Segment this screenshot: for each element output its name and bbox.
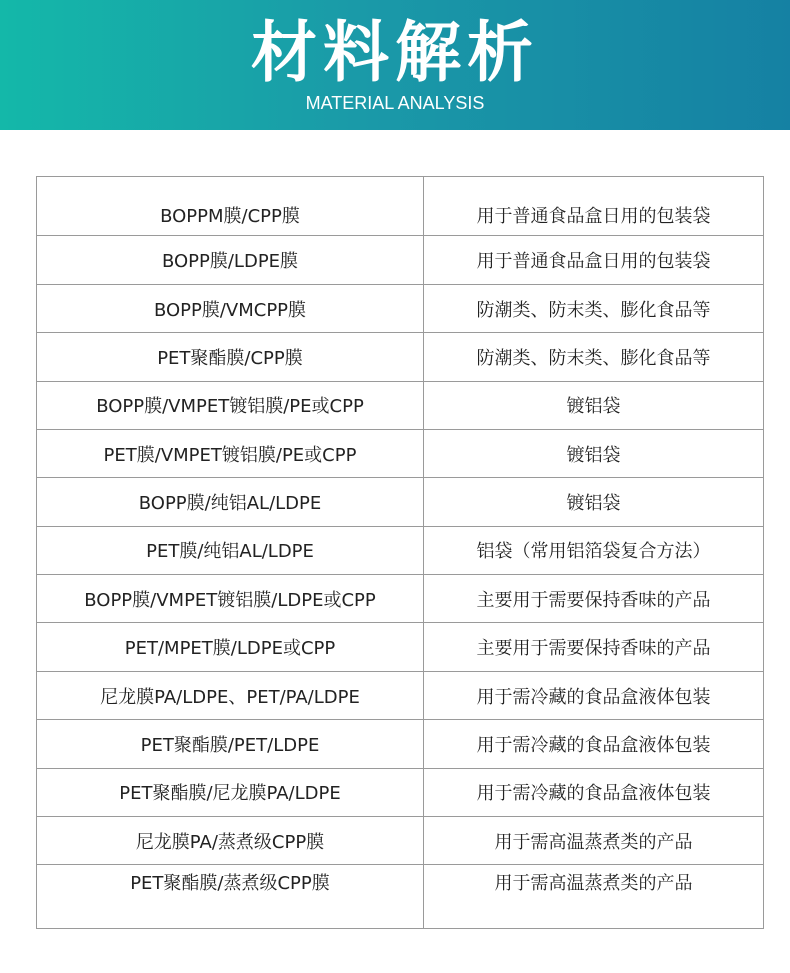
table-row [37, 575, 764, 623]
material-cell: PET聚酯膜/PET/LDPE [37, 720, 424, 768]
page-subtitle: MATERIAL ANALYSIS [305, 93, 485, 113]
usage-cell: 用于普通食品盒日用的包装袋 [424, 236, 764, 284]
material-cell: BOPP膜/纯铝AL/LDPE [37, 478, 424, 526]
table-row [37, 816, 764, 864]
table-row [37, 671, 764, 719]
usage-cell: 铝袋（常用铝箔袋复合方法） [424, 526, 764, 574]
usage-cell: 用于需高温蒸煮类的产品 [424, 816, 764, 864]
material-cell: PET聚酯膜/尼龙膜PA/LDPE [37, 768, 424, 816]
material-cell: BOPP膜/LDPE膜 [37, 236, 424, 284]
usage-cell: 主要用于需要保持香味的产品 [424, 575, 764, 623]
material-cell: PET/MPET膜/LDPE或CPP [37, 623, 424, 671]
material-table-container [36, 176, 745, 929]
table-row [37, 177, 764, 236]
usage-cell: 镀铝袋 [424, 381, 764, 429]
table-row [37, 381, 764, 429]
table-row [37, 623, 764, 671]
page-title: 材料解析 [251, 14, 539, 91]
usage-cell: 防潮类、防末类、膨化食品等 [424, 284, 764, 332]
material-cell: BOPP膜/VMPET镀铝膜/PE或CPP [37, 381, 424, 429]
table-row [37, 333, 764, 381]
table-row [37, 768, 764, 816]
usage-cell: 镀铝袋 [424, 429, 764, 477]
usage-cell: 用于需冷藏的食品盒液体包装 [424, 671, 764, 719]
material-cell: PET聚酯膜/蒸煮级CPP膜 [37, 865, 424, 929]
table-row [37, 429, 764, 477]
usage-cell: 防潮类、防末类、膨化食品等 [424, 333, 764, 381]
table-row [37, 236, 764, 284]
usage-cell: 镀铝袋 [424, 478, 764, 526]
table-row [37, 526, 764, 574]
material-cell: 尼龙膜PA/蒸煮级CPP膜 [37, 816, 424, 864]
table-row [37, 720, 764, 768]
table-row [37, 478, 764, 526]
material-cell: BOPP膜/VMCPP膜 [37, 284, 424, 332]
material-cell: 尼龙膜PA/LDPE、PET/PA/LDPE [37, 671, 424, 719]
usage-cell: 用于需冷藏的食品盒液体包装 [424, 768, 764, 816]
material-cell: PET聚酯膜/CPP膜 [37, 333, 424, 381]
usage-cell: 用于需高温蒸煮类的产品 [424, 865, 764, 929]
material-cell: BOPP膜/VMPET镀铝膜/LDPE或CPP [37, 575, 424, 623]
material-cell: BOPPM膜/CPP膜 [37, 177, 424, 236]
table-row [37, 865, 764, 929]
usage-cell: 用于普通食品盒日用的包装袋 [424, 177, 764, 236]
header-banner [0, 0, 790, 130]
material-cell: PET膜/纯铝AL/LDPE [37, 526, 424, 574]
material-cell: PET膜/VMPET镀铝膜/PE或CPP [37, 429, 424, 477]
material-table [36, 176, 764, 929]
table-row [37, 284, 764, 332]
usage-cell: 用于需冷藏的食品盒液体包装 [424, 720, 764, 768]
usage-cell: 主要用于需要保持香味的产品 [424, 623, 764, 671]
